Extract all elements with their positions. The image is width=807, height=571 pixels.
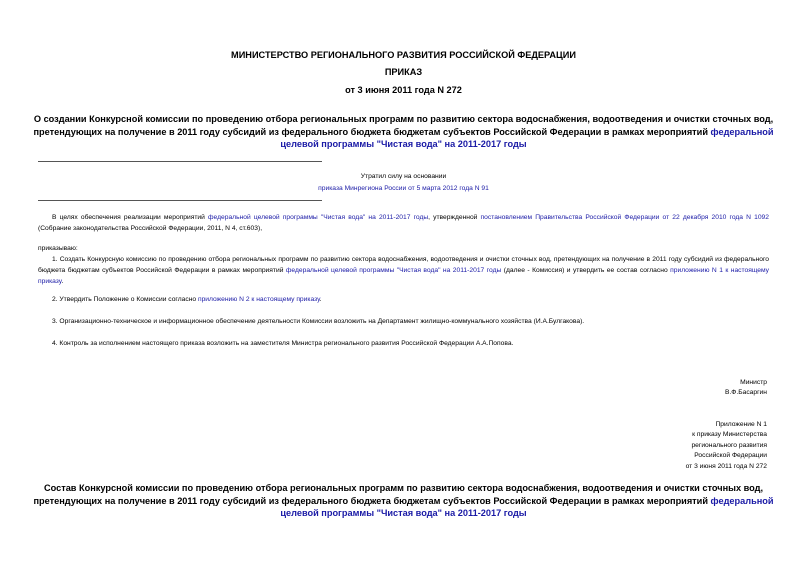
item-3	[38, 316, 769, 327]
appendix-block	[686, 420, 767, 472]
composition-program-link-cont[interactable]: целевой программы "Чистая вода" на 2011-2017 годы	[280, 508, 527, 518]
item-1-text-3: .	[61, 278, 64, 286]
preamble-text-2: , утвержденной	[428, 214, 481, 221]
item-2-text-1: 2. Утвердить Положение о Комиссии согласно	[52, 296, 198, 303]
title-line-1: О создании Конкурсной комиссии по проведению отбора региональных программ по развитию сектора водоснабжения, водоотведения и очистки сточных вод,	[33, 114, 774, 124]
appendix-line-2: к приказу Министерства	[692, 431, 767, 439]
composition-title	[0, 482, 807, 520]
item-4	[38, 338, 769, 349]
item-1-program-link[interactable]: федеральной целевой программы "Чистая вода" на 2011-2017 годы	[285, 267, 502, 275]
signature-position: Министр	[740, 379, 767, 386]
appendix-1-link[interactable]: приложению N 1 к настоящему приказу	[38, 267, 770, 286]
divider-top	[38, 161, 322, 162]
appendix-line-3: регионального развития	[691, 441, 767, 449]
composition-title-line-1: Состав Конкурсной комиссии по проведению отбора региональных программ по развитию сектора водоснабжения, водоотведения и очистки сточных вод,	[43, 483, 764, 493]
composition-title-line-2	[0, 495, 807, 508]
item-2	[38, 294, 769, 305]
title-line-2	[0, 126, 807, 139]
item-4-text: 4. Контроль за исполнением настоящего приказа возложить на заместителя Министра регионального развития Российской Федерации А.А.Попова.	[52, 340, 514, 347]
item-1-text-1: 1. Создать Конкурсную комиссию по проведению отбора региональных программ по развитию сектора водоснабжения, водоотведения и очистки сточных вод, претендующих на получение в 2011 году субсидий из федерального бюджета бюджетам субъектов Российской Федерации в рамках мероприятий	[38, 256, 769, 275]
item-2-text-2: .	[319, 296, 322, 303]
preamble-text-3: (Собрание законодательства Российской Федерации, 2011, N 4, ст.603),	[38, 225, 263, 233]
appendix-line-1: Приложение N 1	[715, 421, 767, 428]
signature-block	[725, 378, 767, 399]
ministry-heading: МИНИСТЕРСТВО РЕГИОНАЛЬНОГО РАЗВИТИЯ РОССИЙСКОЙ ФЕДЕРАЦИИ	[231, 50, 576, 60]
title-program-link-cont[interactable]: целевой программы "Чистая вода" на 2011-2017 годы	[280, 139, 527, 149]
item-1-text-2: (далее - Комиссия) и утвердить ее состав согласно	[501, 267, 671, 275]
title-line-2-text: претендующих на получение в 2011 году субсидий из федерального бюджета бюджетам субъектов Российской Федерации в рамках мероприятий	[33, 126, 711, 137]
appendix-line-4: Российской Федерации	[694, 452, 767, 460]
lost-force-note: Утратил силу на основании	[360, 173, 447, 180]
composition-program-link[interactable]: федеральной	[710, 495, 774, 506]
composition-title-line-2-text: претендующих на получение в 2011 году субсидий из федерального бюджета бюджетам субъектов Российской Федерации в рамках мероприятий	[33, 495, 711, 506]
document-type: ПРИКАЗ	[384, 67, 423, 77]
item-1	[38, 254, 769, 288]
title-program-link[interactable]: федеральной	[710, 126, 774, 137]
program-link[interactable]: федеральной целевой программы "Чистая вода" на 2011-2017 годы	[208, 214, 429, 221]
preamble-paragraph	[38, 212, 769, 234]
document-title	[0, 113, 807, 151]
preamble-text-1: В целях обеспечения реализации мероприятий	[52, 214, 209, 221]
lost-force-basis-link[interactable]: приказа Минрегиона России от 5 марта 2012 года N 91	[318, 185, 489, 192]
divider-bottom	[38, 200, 322, 201]
document-date-number: от 3 июня 2011 года N 272	[345, 85, 462, 95]
signature-name: В.Ф.Басаргин	[724, 389, 767, 397]
appendix-line-5: от 3 июня 2011 года N 272	[685, 462, 767, 470]
appendix-2-link[interactable]: приложению N 2 к настоящему приказу	[197, 296, 320, 303]
government-decree-link[interactable]: постановлением Правительства Российской Федерации от 22 декабря 2010 года N 1092	[480, 214, 769, 221]
order-word: приказываю:	[38, 245, 78, 252]
item-3-text: 3. Организационно-техническое и информационное обеспечение деятельности Комиссии возложить на Департамент жилищно-коммунального хозяйства (И.А.Булгакова).	[52, 318, 585, 325]
